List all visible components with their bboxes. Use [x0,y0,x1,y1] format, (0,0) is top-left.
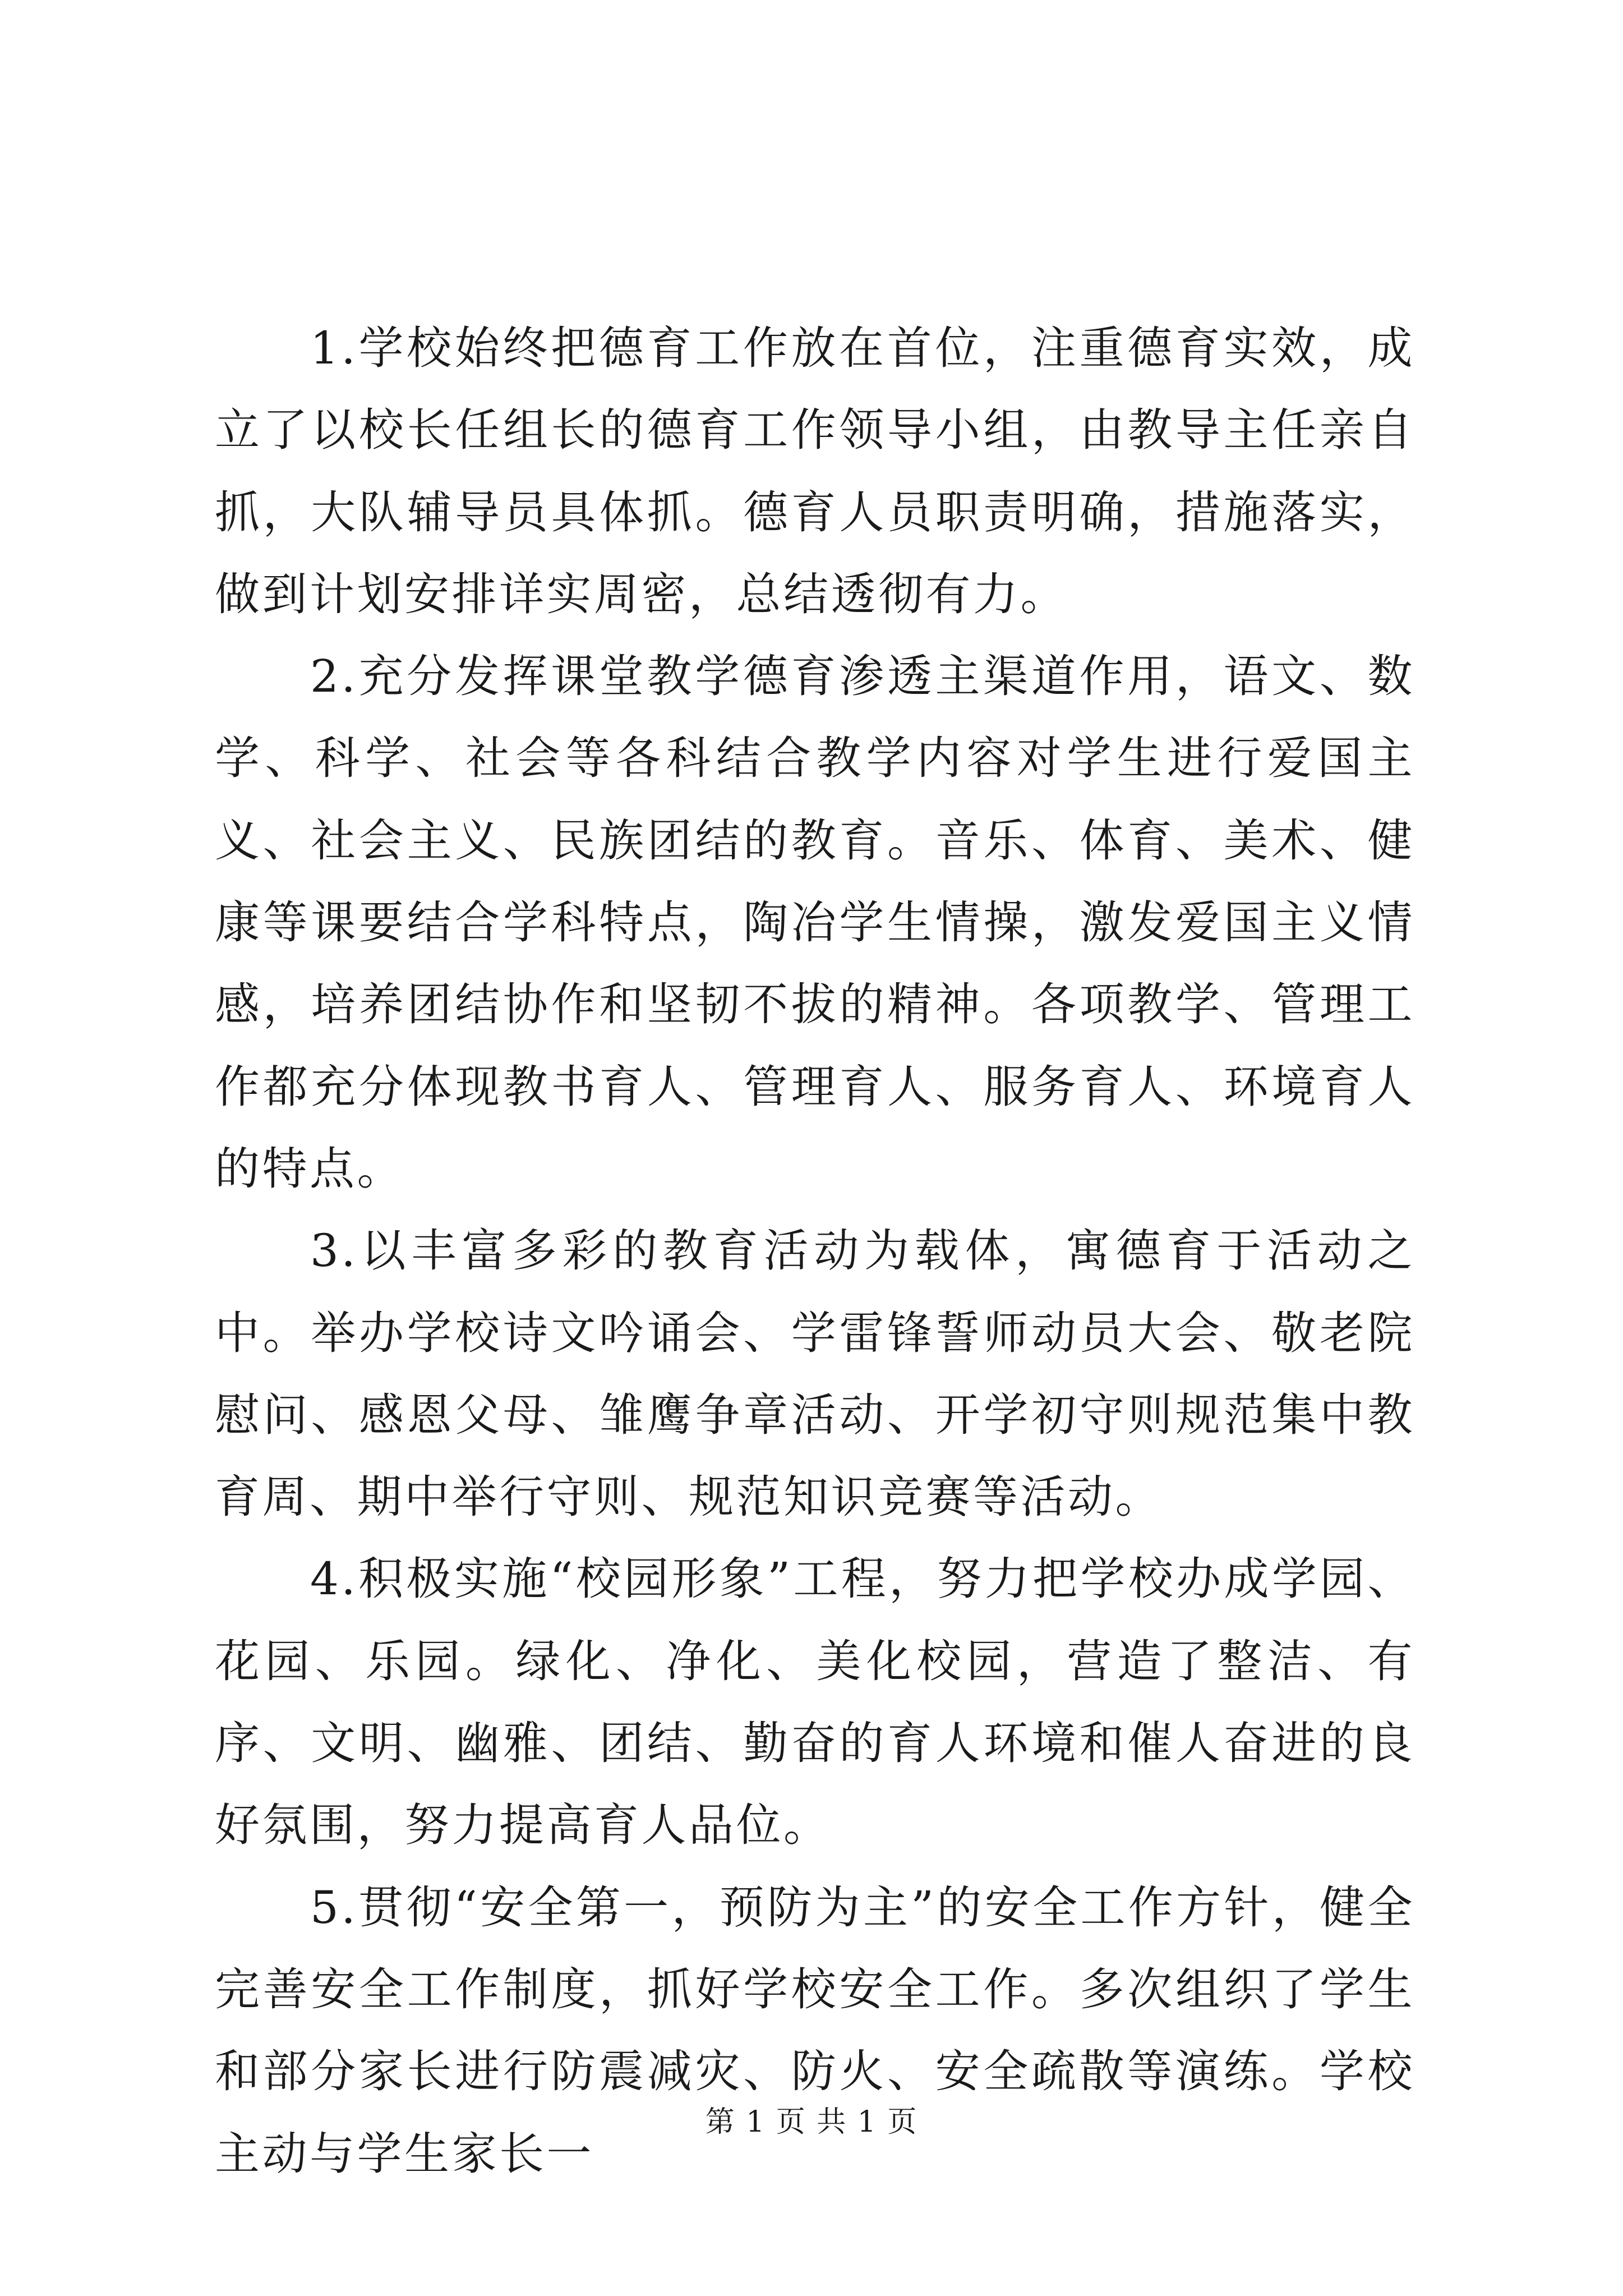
paragraph-2: 2.充分发挥课堂教学德育渗透主渠道作用，语文、数学、科学、社会等各科结合教学内容对学生进行爱国主义、社会主义、民族团结的教育。音乐、体育、美术、健康等课要结合学科特点，陶冶学生情操，激发爱国主义情感，培养团结协作和坚韧不拔的精神。各项教学、管理工作都充分体现教书育人、管理育人、服务育人、环境育人的特点。 [215,650,1415,1195]
paragraph-1: 1.学校始终把德育工作放在首位，注重德育实效，成立了以校长任组长的德育工作领导小组，由教导主任亲自抓，大队辅导员具体抓。德育人员职责明确，措施落实，做到计划安排详实周密，总结透彻有力。 [215,322,1415,620]
page-footer: 第 1 页 共 1 页 [705,2105,918,2139]
document-body [215,307,1415,2195]
paragraph-3: 3.以丰富多彩的教育活动为载体，寓德育于活动之中。举办学校诗文吟诵会、学雷锋誓师动员大会、敬老院慰问、感恩父母、雏鹰争章活动、开学初守则规范集中教育周、期中举行守则、规范知识竞赛等活动。 [215,1225,1415,1524]
paragraph-5: 5.贯彻“安全第一，预防为主”的安全工作方针，健全完善安全工作制度，抓好学校安全工作。多次组织了学生和部分家长进行防震减灾、防火、安全疏散等演练。学校主动与学生家长一 [215,1881,1415,2180]
paragraph-4: 4.积极实施“校园形象”工程，努力把学校办成学园、花园、乐园。绿化、净化、美化校园，营造了整洁、有序、文明、幽雅、团结、勤奋的育人环境和催人奋进的良好氛围，努力提高育人品位。 [215,1553,1415,1852]
